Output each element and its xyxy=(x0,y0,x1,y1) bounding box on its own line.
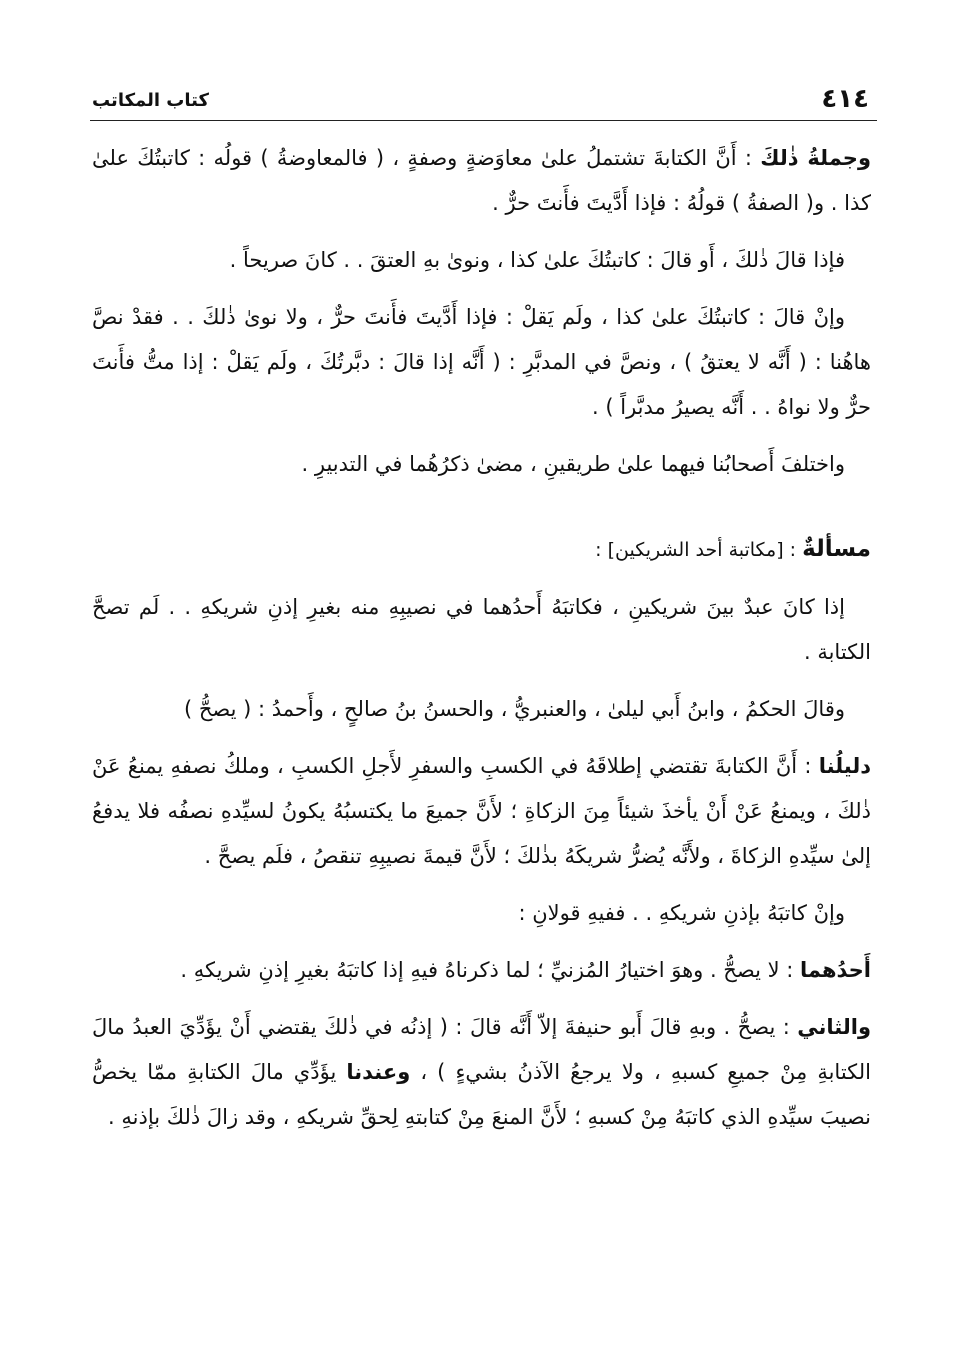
paragraph-text: : يصحُّ . وبهِ قالَ أَبو حنيفةَ إلاّ أَنَّه قالَ : ( إذنُه في ذٰلكَ يقتضي أَنْ يؤَدِّيَ العبدُ مالَ الكتابةِ مِنْ جميعِ كسبهِ ، ولا يرجعُ الآذنُ بشيءٍ ) ، xyxy=(92,1015,871,1084)
paragraph-text: : أَنَّ الكتابةَ تشتملُ علىٰ معاوَضةٍ وصفةٍ ، ( فالمعاوضةُ ) قولُه : كاتبتُكَ علىٰ كذا . و( الصفةُ ) قولُهُ : فإذا أَدَّيتَ فأَنتَ حرٌّ . xyxy=(92,146,871,215)
paragraph-text: وقالَ الحكمُ ، وابنُ أَبي ليلىٰ ، والعنبريُّ ، والحسنُ بنُ صالحٍ ، وأَحمدُ : ( يصحُّ ) xyxy=(183,697,845,721)
paragraph-evidence xyxy=(92,744,871,879)
paragraph-text: وإنْ كاتبَهُ بإذنِ شريكهِ . . ففيهِ قولانِ : xyxy=(518,901,845,925)
paragraph-text: فإذا قالَ ذٰلكَ ، أَو قالَ : كاتبتُكَ علىٰ كذا ، ونوىٰ بهِ العتقَ . . كانَ صريحاً . xyxy=(229,248,845,272)
paragraph-inline-bold: وعندنا xyxy=(346,1060,411,1084)
paragraph-second-opinion xyxy=(92,1005,871,1140)
running-title: كتاب المكاتب xyxy=(92,90,209,111)
paragraph-text-continued: يؤَدِّي مالَ الكتابةِ ممّا يخصُّ نصيبَ سيِّدهِ الذي كاتبَهُ مِنْ كسبهِ ؛ لأَنَّ المنعَ مِنْ كتابتهِ لِحقِّ شريكهِ ، وقد زالَ ذٰلكَ بإذنهِ . xyxy=(92,1060,871,1129)
paragraph-with-permission xyxy=(92,891,871,936)
paragraph-other-opinions xyxy=(92,687,871,732)
paragraph-lead: أَحدُهما xyxy=(800,958,871,982)
paragraph-issue-ruling xyxy=(92,585,871,675)
issue-heading xyxy=(92,527,871,573)
paragraph-text: إذا كانَ عبدٌ بينَ شريكينِ ، فكاتبَهُ أَحدُهما في نصيبِهِ منه بغيرِ إذنِ شريكهِ . . لَم تصحَّ الكتابة . xyxy=(92,595,871,664)
paragraph-lead: والثاني xyxy=(797,1015,871,1039)
paragraph-lead: وجملةُ ذٰلكَ xyxy=(760,146,871,170)
paragraph-text: واختلفَ أَصحابُنا فيهما علىٰ طريقينِ ، مضىٰ ذكرُهُما في التدبيرِ . xyxy=(301,452,845,476)
paragraph-text: وإنْ قالَ : كاتبتُكَ علىٰ كذا ، ولَم يَقلْ : فإذا أَدَّيتَ فأَنتَ حرٌّ ، ولا نوىٰ ذٰلكَ . . فقدْ نصَّ هاهُنا : ( أَنَّه لا يعتقُ ) ، ونصَّ في المدبَّرِ : ( أَنَّه إذا قالَ : دبَّرتُكَ ، ولَم يَقلْ : إذا متُّ فأَنتَ حرٌّ ولا نواهُ . . أَنَّه يصيرُ مدبَّراً ) . xyxy=(92,305,871,419)
paragraph-summary xyxy=(92,136,871,226)
page-header xyxy=(90,78,877,122)
page-body xyxy=(92,136,871,1152)
paragraph-text: : أَنَّ الكتابةَ تقتضي إطلاقَهُ في الكسبِ والسفرِ لأَجلِ الكسبِ ، وملكُ نصفهِ يمنعُ عَنْ ذٰلكَ ، ويمنعُ عَنْ أَنْ يأخذَ شيئاً مِنَ الزكاةِ ؛ لأَنَّ جميعَ ما يكتسبُهُ يكونُ لسيِّدهِ نصفُه فلا يدفعُ إلىٰ سيِّدهِ الزكاةَ ، ولأَنَّه يُضرُّ شريكَهُ بذٰلكَ ؛ لأَنَّ قيمةَ نصيبِهِ تنقصُ ، فلَم يصحَّ . xyxy=(92,754,871,868)
paragraph-lead: دليلُنا xyxy=(818,754,871,778)
paragraph-explicit xyxy=(92,238,871,283)
issue-subtitle: : [مكاتبة أحد الشريكين] : xyxy=(595,539,803,561)
paragraph-disagreement xyxy=(92,442,871,487)
issue-title: مسألةٌ xyxy=(802,536,871,562)
paragraph-first-opinion xyxy=(92,948,871,993)
header-divider xyxy=(90,120,877,121)
page-number: ٤١٤ xyxy=(821,84,869,114)
paragraph-text: : لا يصحُّ . وهوَ اختيارُ المُزنيِّ ؛ لما ذكرناهُ فيهِ إذا كاتبَهُ بغيرِ إذنِ شريكهِ . xyxy=(180,958,800,982)
paragraph-implicit xyxy=(92,295,871,430)
